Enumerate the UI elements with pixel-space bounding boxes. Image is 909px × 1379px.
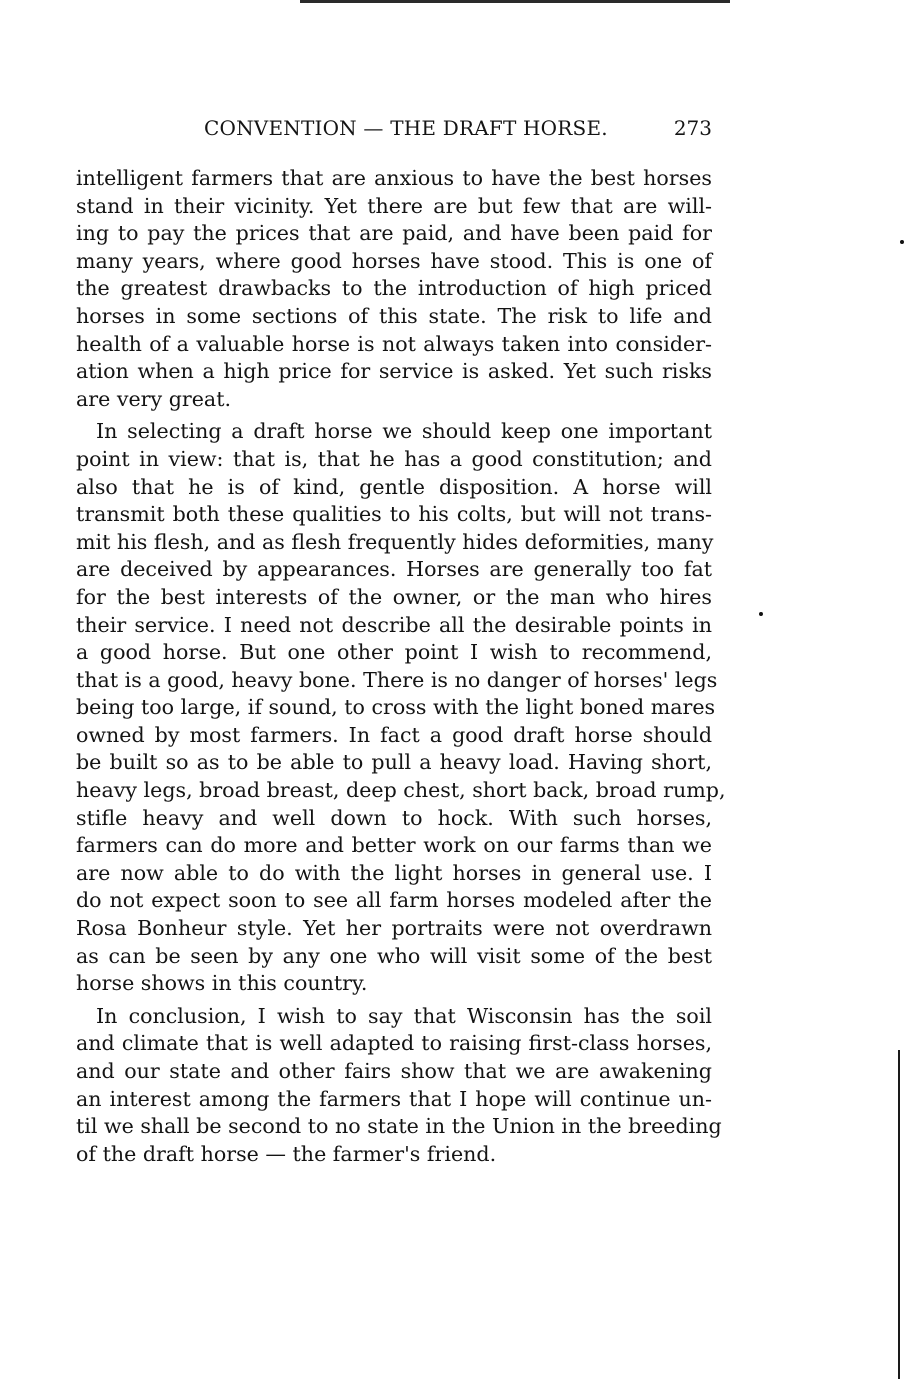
running-header <box>76 116 712 142</box>
scan-edge-right <box>898 1050 900 1379</box>
text-line: their service. I need not describe all the desirable points in <box>76 612 712 637</box>
text-line: intelligent farmers that are anxious to have the best horses <box>76 166 712 190</box>
text-line: stand in their vicinity. Yet there are but few that are will- <box>76 193 712 218</box>
speck-mark <box>759 612 763 616</box>
text-line: In conclusion, I wish to say that Wisconsin has the soil <box>96 1003 712 1028</box>
text-line: an interest among the farmers that I hope will continue un- <box>76 1086 712 1111</box>
text-line: mit his flesh, and as flesh frequently hides deformities, many <box>76 529 714 554</box>
text-line: In selecting a draft horse we should keep one important <box>96 419 712 444</box>
text-line: be built so as to be able to pull a heavy load. Having short, <box>76 750 712 775</box>
text-line: transmit both these qualities to his colts, but will not trans- <box>76 502 712 527</box>
text-line: health of a valuable horse is not always taken into consider- <box>76 331 712 356</box>
text-line: til we shall be second to no state in the Union in the breeding <box>76 1114 722 1139</box>
text-line: point in view: that is, that he has a good constitution; and <box>76 446 712 471</box>
text-line: of the draft horse — the farmer's friend. <box>76 1141 497 1166</box>
paragraph <box>76 418 726 997</box>
text-line: ation when a high price for service is asked. Yet such risks <box>76 359 712 384</box>
text-line: Rosa Bonheur style. Yet her portraits were not overdrawn <box>76 916 712 941</box>
text-line: do not expect soon to see all farm horses modeled after the <box>76 888 712 913</box>
paragraph <box>76 1003 722 1169</box>
text-line: owned by most farmers. In fact a good draft horse should <box>76 722 712 747</box>
text-line: heavy legs, broad breast, deep chest, short back, broad rump, <box>76 778 726 803</box>
text-line: farmers can do more and better work on our farms than we <box>76 833 712 858</box>
text-line: are deceived by appearances. Horses are generally too fat <box>76 557 712 582</box>
text-line: that is a good, heavy bone. There is no danger of horses' legs <box>76 667 718 692</box>
text-line: a good horse. But one other point I wish to recommend, <box>76 640 712 665</box>
text-line: are very great. <box>76 386 232 411</box>
scan-edge-top <box>300 0 730 3</box>
text-line: and our state and other fairs show that we are awakening <box>76 1059 712 1083</box>
text-line: also that he is of kind, gentle disposition. A horse will <box>76 474 712 499</box>
text-line: ing to pay the prices that are paid, and have been paid for <box>76 221 712 246</box>
text-line: horses in some sections of this state. The risk to life and <box>76 303 712 328</box>
text-line: stifle heavy and well down to hock. With such horses, <box>76 805 712 830</box>
running-title: CONVENTION — THE DRAFT HORSE. <box>204 116 608 140</box>
text-line: many years, where good horses have stood. This is one of <box>76 248 712 273</box>
text-line: horse shows in this country. <box>76 971 368 996</box>
text-line: are now able to do with the light horses in general use. I <box>76 860 712 885</box>
paragraph <box>76 165 712 413</box>
body-text <box>76 165 726 1168</box>
text-line: the greatest drawbacks to the introduction of high priced <box>76 276 712 301</box>
text-line: and climate that is well adapted to raising first-class horses, <box>76 1031 712 1056</box>
page-number: 273 <box>673 116 712 140</box>
text-line: for the best interests of the owner, or the man who hires <box>76 584 712 609</box>
text-line: as can be seen by any one who will visit some of the best <box>76 943 712 968</box>
text-line: being too large, if sound, to cross with the light boned mares <box>76 695 716 720</box>
speck-mark <box>900 240 904 244</box>
